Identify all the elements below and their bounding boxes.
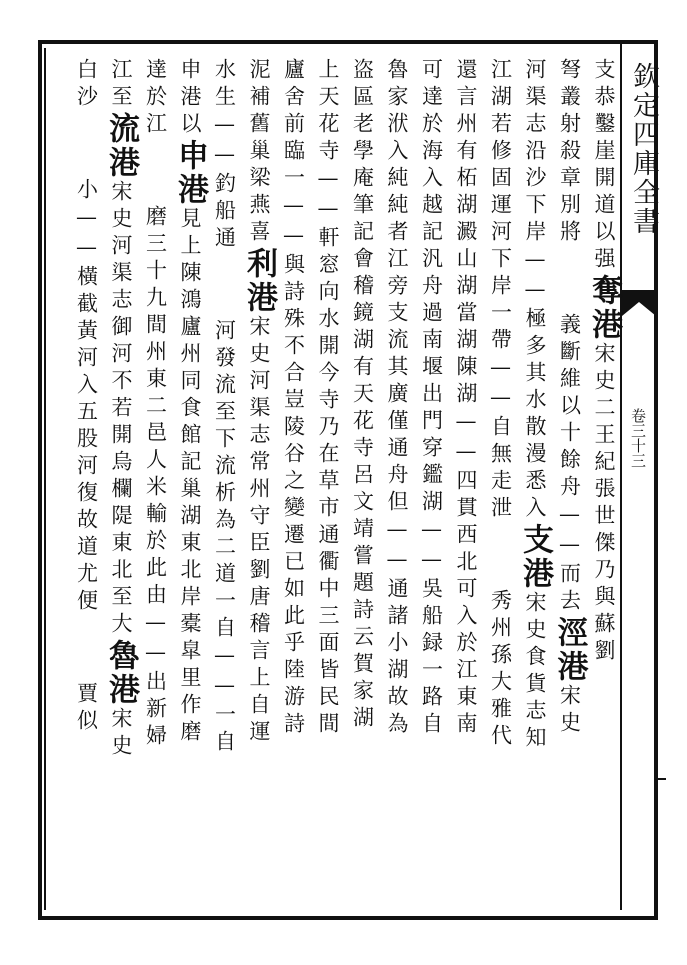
column-text: 江湖若修固運河下岸一帶——自無走泄	[488, 58, 513, 523]
column-text: 弩叢射殺章別將	[557, 58, 582, 247]
left-border-line	[44, 48, 46, 910]
text-column	[377, 58, 407, 739]
text-column	[550, 58, 588, 738]
column-text: 河發流至下流析為二道一自——一自	[212, 319, 237, 757]
juan-number: 卷三十三	[629, 408, 647, 468]
place-heading: 魯港	[103, 639, 139, 707]
place-heading: 支港	[517, 523, 553, 591]
text-column	[170, 58, 208, 747]
column-text: 廬舍前臨一——與詩殊不合豈陵谷之變遷已如此乎陸游詩	[281, 58, 306, 739]
column-text: 宋史河渠志常州守臣劉唐稽言上自運	[247, 315, 271, 747]
text-column	[274, 58, 304, 739]
column-text: 宋史食貨志知	[523, 591, 547, 753]
column-text: 水生——釣船通	[212, 58, 237, 253]
column-text: 申港以	[178, 58, 202, 139]
text-column	[412, 58, 442, 739]
column-text: 見上陳鴻廬州同食館記巢湖東北岸橐皐里作磨	[178, 207, 202, 747]
place-heading: 利港	[241, 247, 277, 315]
column-text: 江至	[109, 58, 133, 112]
column-text: 磨三十九間州東二邑人米輸於此由——出新婦	[143, 205, 168, 751]
column-text: 還言州有柘湖澱山湖當湖陳湖——四貫西北可入於江東南	[454, 58, 478, 739]
column-text: 宋史	[109, 707, 133, 761]
place-heading: 流港	[103, 112, 139, 180]
text-column	[446, 58, 476, 739]
column-text: 義斷維以十餘舟——而去	[557, 313, 582, 616]
text-column	[481, 58, 511, 751]
text-column	[515, 58, 553, 753]
column-text: 白沙	[74, 58, 99, 112]
text-column	[101, 58, 139, 761]
column-text: 盗區老學庵筆記會稽鏡湖有天花寺呂文靖嘗題詩云賀家湖	[350, 58, 375, 733]
column-text: 宋史	[557, 684, 582, 738]
place-heading: 申港	[172, 139, 208, 207]
text-column	[136, 58, 166, 751]
text-column	[205, 58, 235, 757]
column-text: 宋史二王紀張世傑乃與蘇劉	[592, 342, 616, 666]
column-text: 支恭鑿崖開道以强	[592, 58, 616, 274]
column-text: 泥補舊巢梁燕喜	[247, 58, 271, 247]
column-text: 上天花寺——軒窓向水開今寺乃在草市通衢中三面皆民間	[316, 58, 340, 739]
column-text: 小——橫截黃河入五股河復故道尤便	[74, 178, 99, 616]
fish-tail-ornament-icon	[622, 290, 656, 316]
text-column	[343, 58, 373, 733]
place-heading: 奪港	[586, 274, 622, 342]
column-text: 宋史河渠志御河不若開烏欄隄東北至大	[109, 180, 133, 639]
column-text: 可達於海入越記汎舟過南堰出門穿鑑湖——吳船録一路自	[419, 58, 444, 739]
column-text: 秀州孫大雅代	[488, 589, 513, 751]
text-column	[67, 58, 97, 736]
column-text: 達於江	[143, 58, 168, 139]
column-text: 魯家洑入純純者江旁支流其廣僅通舟但——通諸小湖故為	[385, 58, 409, 739]
text-column	[584, 58, 622, 666]
place-heading: 涇港	[551, 616, 588, 684]
text-column	[308, 58, 338, 739]
margin-tick	[654, 778, 666, 780]
column-text: 河渠志沿沙下岸——極多其水散漫悉入	[523, 58, 547, 523]
text-column	[239, 58, 277, 747]
column-text: 賈似	[74, 682, 99, 736]
book-title: 欽定四庫全書	[628, 62, 659, 236]
